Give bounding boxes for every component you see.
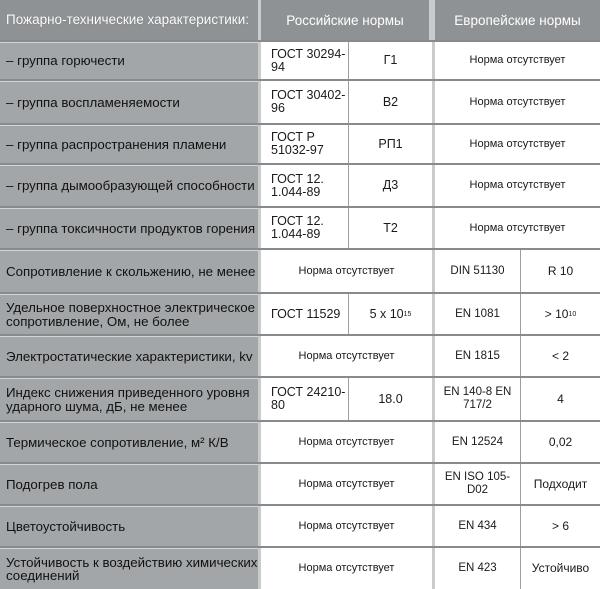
row-label-text: – группа дымообразующей способности [6,178,255,194]
eu-norm-absent-text: Норма отсутствует [469,95,566,108]
row-label-text: Подогрев пола [6,476,98,492]
ru-norm-absent [258,506,432,546]
ru-standard-text: ГОСТ Р 51032-97 [271,130,324,157]
row-label-text: Индекс снижения приведенного уровня ударного шума, дБ, не менее [6,385,250,414]
row-label-text: – группа токсичности продуктов горения [6,220,256,236]
eu-norm-absent [432,81,600,123]
eu-norm-absent [432,125,600,163]
ru-norm-absent-text: Норма отсутствует [298,477,395,490]
eu-norm-absent [432,42,600,79]
eu-value-text: 4 [557,391,564,406]
ru-standard [258,165,348,206]
row-label-text: – группа распространения пламени [6,136,227,152]
eu-standard-text: EN 434 [458,519,497,532]
eu-norm-absent [432,208,600,248]
ru-value [348,378,432,420]
eu-value-text: Устойчиво [531,561,590,575]
row-label [0,81,258,123]
ru-value-text: 5 x 10 [369,306,404,321]
row-label [0,165,258,206]
eu-value-text: Подходит [533,476,588,491]
eu-value [520,294,600,334]
row-label-text: Сопротивление к скольжению, не менее [6,263,256,279]
eu-standard-text: EN 1815 [455,349,500,362]
header-european-norms: Европейские нормы [432,0,600,40]
row-label [0,378,258,420]
ru-norm-absent-text: Норма отсутствует [298,519,395,532]
eu-standard-text: EN ISO 105-D02 [444,471,511,496]
ru-norm-absent-text: Норма отсутствует [298,264,395,277]
eu-norm-absent-text: Норма отсутствует [469,179,566,191]
eu-standard-text: EN 140-8 EN 717/2 [443,386,512,411]
ru-value-text: Г1 [383,53,398,67]
eu-value-text: > 6 [551,518,569,533]
ru-norm-absent [258,422,432,462]
ru-value-text: В2 [382,94,399,109]
ru-standard-text: ГОСТ 30402-96 [271,88,346,115]
row-label-text: Электростатические характеристики, kv [6,348,253,364]
row-label [0,294,258,334]
ru-value-exponent: 15 [403,310,412,318]
eu-norm-absent-text: Норма отсутствует [469,54,566,66]
ru-standard-text: ГОСТ 12. 1.044-89 [271,214,324,241]
ru-standard [258,208,348,248]
ru-norm-absent-text: Норма отсутствует [298,562,395,574]
ru-norm-absent [258,250,432,292]
row-label-text: Цветоустойчивость [6,518,126,534]
row-label-text: Термическое сопротивление, м² К/В [6,434,229,450]
ru-standard [258,294,348,334]
ru-value-text: РП1 [378,136,403,151]
ru-value [348,81,432,123]
eu-value [520,464,600,504]
ru-value-text: 18.0 [378,391,403,406]
eu-value [520,250,600,292]
row-label [0,42,258,79]
header-characteristics: Пожарно-технические характеристики: [0,0,258,40]
ru-value [348,165,432,206]
eu-value [520,422,600,462]
eu-standard [432,506,520,546]
ru-value-text: Д3 [382,178,399,192]
header-russian-norms: Российские нормы [258,0,432,40]
eu-standard [432,464,520,504]
eu-standard-text: DIN 51130 [450,264,505,277]
ru-standard-text: ГОСТ 11529 [271,306,341,321]
row-label [0,125,258,163]
ru-value [348,42,432,79]
ru-standard-text: ГОСТ 24210-80 [271,385,346,412]
eu-standard [432,422,520,462]
row-label [0,250,258,292]
ru-standard-text: ГОСТ 12. 1.044-89 [271,171,324,199]
ru-standard [258,42,348,79]
eu-standard-text: EN 12524 [451,435,504,448]
ru-value-text: Т2 [383,220,398,235]
ru-norm-absent [258,464,432,504]
eu-standard [432,294,520,334]
row-label [0,464,258,504]
eu-value [520,506,600,546]
ru-value [348,208,432,248]
eu-standard [432,548,520,589]
eu-value-text: > 10 [544,306,569,321]
ru-value [348,294,432,334]
row-label-text: – группа горючести [6,53,125,69]
row-label-text: – группа воспламеняемости [6,94,180,110]
eu-value-text: R 10 [547,263,574,278]
ru-norm-absent-text: Норма отсутствует [298,349,395,362]
eu-standard-text: EN 423 [458,562,497,574]
eu-norm-absent [432,165,600,206]
row-label [0,208,258,248]
eu-standard-text: EN 1081 [455,307,500,320]
row-label [0,336,258,376]
eu-value [520,548,600,589]
eu-value [520,336,600,376]
row-label-text: Удельное поверхностное электрическое сопротивление, Ом, не более [6,300,255,329]
eu-value-text: < 2 [551,348,569,363]
ru-norm-absent-text: Норма отсутствует [298,435,395,448]
ru-standard [258,378,348,420]
eu-norm-absent-text: Норма отсутствует [469,137,566,150]
eu-value [520,378,600,420]
eu-value-exponent: 10 [568,310,577,318]
ru-norm-absent [258,548,432,589]
row-label-text: Устойчивость к воздействию химических соединений [6,554,258,583]
row-label [0,506,258,546]
eu-standard [432,250,520,292]
ru-value [348,125,432,163]
eu-standard [432,378,520,420]
eu-standard [432,336,520,376]
eu-norm-absent-text: Норма отсутствует [469,221,566,234]
row-label [0,422,258,462]
ru-standard [258,125,348,163]
ru-standard-text: ГОСТ 30294-94 [271,46,346,74]
ru-norm-absent [258,336,432,376]
row-label [0,548,258,589]
eu-value-text: 0,02 [548,434,573,449]
ru-standard [258,81,348,123]
